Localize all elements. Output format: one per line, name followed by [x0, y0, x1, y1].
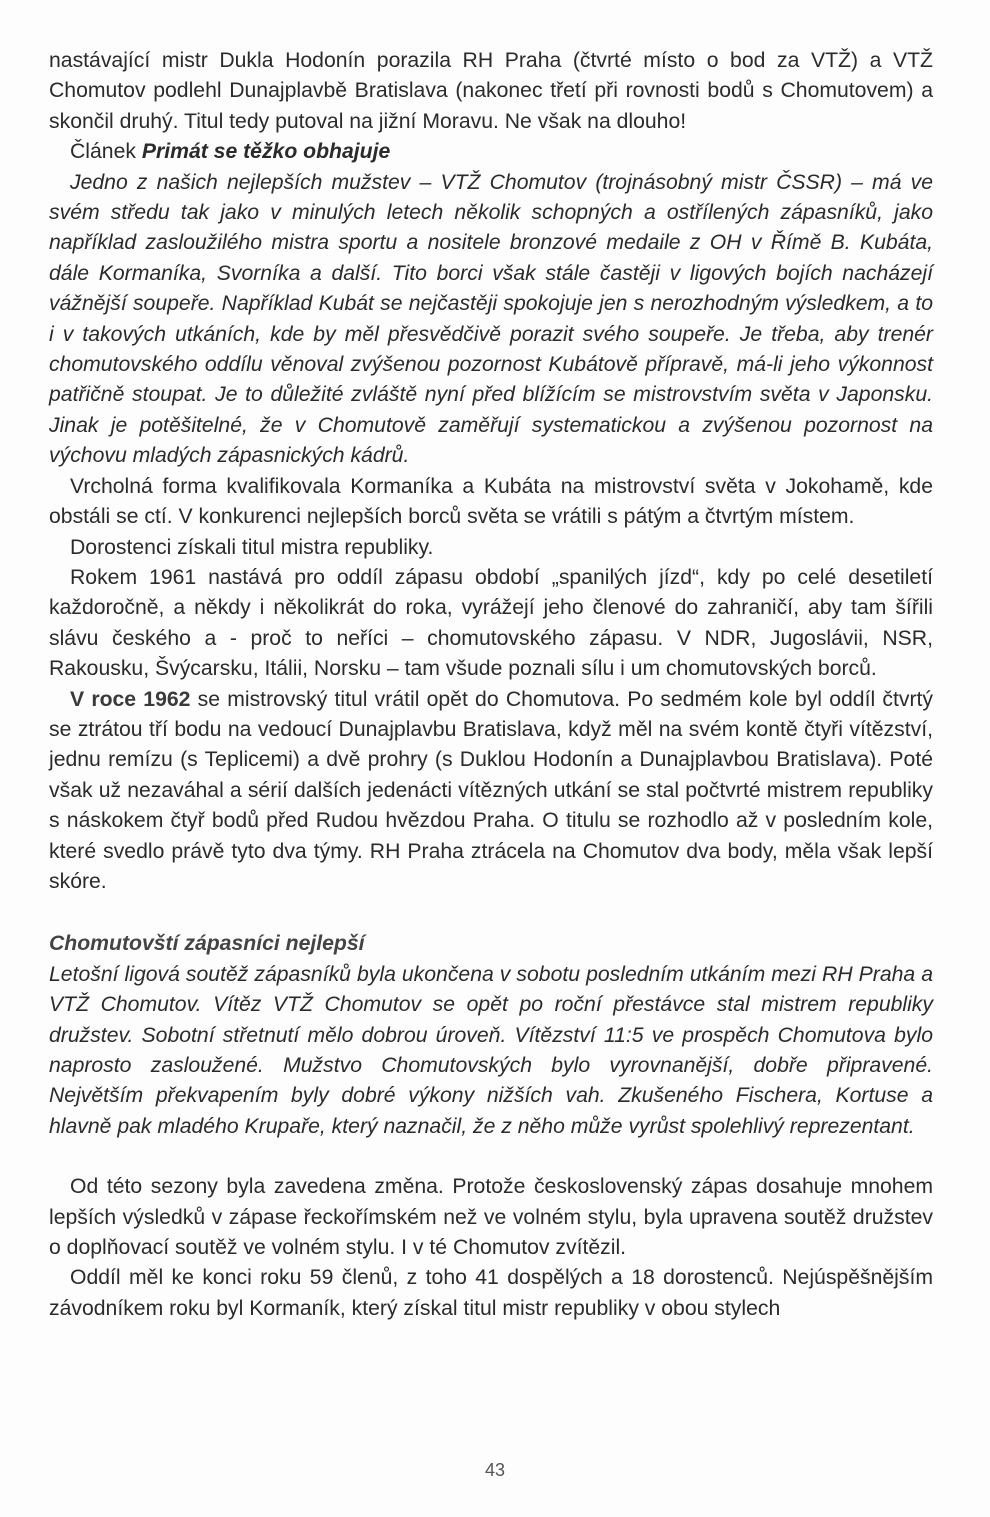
quoted-article-text: Jedno z našich nejlepších mužstev – VTŽ Chomutov (trojnásobný mistr ČSSR) – má ve svém středu tak jako v minulých letech několik schopných a ostřílených zápasníků, jako například zasloužilého mistra sportu a nositele bronzové medaile z OH v Římě B. Kubáta, dále Kormaníka, Svorníka a další. Tito borci však stále častěji v ligových bojích nacházejí vážnější soupeře. Například Kubát se nejčastěji spokojuje jen s nerozhodným výsledkem, a to i v takových utkáních, kde by měl přesvědčivě porazit svého soupeře. Je třeba, aby trenér chomutovského oddílu věnoval zvýšenou pozornost Kubátově přípravě, má-li jeho výkonnost patřičně stoupat. Je to důležité zvláště nyní před blížícím se mistrovstvím světa v Japonsku. Jinak je potěšitelné, že v Chomutově zaměřují systematickou a zvýšenou pozornost na výchovu mladých zápasnických kádrů. — [49, 170, 933, 468]
paragraph-freestyle: Od této sezony byla zavedena změna. Protože československý zápas dosahuje mnohem lepších výsledků v zápase řeckořímském než ve volném stylu, byla upravena soutěž družstev o doplňovací soutěž ve volném stylu. I v té Chomutov zvítězil. — [49, 1175, 933, 1260]
year-1962-lead: V roce 1962 — [70, 687, 191, 711]
spacer — [49, 1142, 933, 1172]
paragraph-1962 — [49, 685, 933, 898]
article-title: Primát se těžko obhajuje — [141, 140, 391, 164]
page-number: 43 — [484, 1460, 506, 1480]
spacer — [49, 897, 933, 929]
paragraph-1: nastávající mistr Dukla Hodonín porazila RH Praha (čtvrté místo o bod za VTŽ) a VTŽ Chomutov podlehl Dunajplavbě Bratislava (nakonec třetí při rovnosti bodů s Chomutovem) a skončil druhý. Titul tedy putoval na jižní Moravu. Ne však na dlouho! — [49, 49, 933, 133]
section-heading: Chomutovští zápasníci nejlepší — [49, 932, 365, 956]
article-title-line — [49, 137, 933, 167]
article-label: Článek — [70, 140, 142, 164]
paragraph-juniors: Dorostenci získali titul mistra republiky. — [70, 535, 434, 559]
page-body — [49, 46, 933, 1324]
paragraph-1961: Rokem 1961 nastává pro oddíl zápasu období „spanilých jízd“, kdy po celé desetiletí každoročně, a někdy i několikrát do roka, vyrážejí jeho členové do zahraničí, aby tam šířili slávu českého a - proč to neříci – chomutovského zápasu. V NDR, Jugoslávii, NSR, Rakousku, Švýcarsku, Itálii, Norsku – tam všude poznali sílu i um chomutovských borců. — [49, 565, 933, 681]
quoted-report-text: Letošní ligová soutěž zápasníků byla ukončena v sobotu posledním utkáním mezi RH Praha a VTŽ Chomutov. Vítěz VTŽ Chomutov se opět po roční přestávce stal mistrem republiky družstev. Sobotní střetnutí mělo dobrou úroveň. Vítězství 11:5 ve prospěch Chomutova bylo naprosto zasloužené. Mužstvo Chomutovských bylo vyrovnanější, dobře připravené. Největším překvapením byly dobré výkony nižších vah. Zkušeného Fischera, Kortuse a hlavně pak mladého Krupaře, který naznačil, že z něho může vyrůst spolehlivý reprezentant. — [49, 962, 933, 1138]
paragraph-world-championship: Vrcholná forma kvalifikovala Kormaníka a Kubáta na mistrovství světa v Jokohamě, kde obstáli se ctí. V konkurenci nejlepších borců světa se vrátili s pátým a čtvrtým místem. — [49, 474, 933, 529]
paragraph-1962-text: se mistrovský titul vrátil opět do Chomutova. Po sedmém kole byl oddíl čtvrtý se ztrátou tří bodu na vedoucí Dunajplavbu Bratislava, když měl na svém kontě čtyři vítězství, jednu remízu (s Teplicemi) a dvě prohry (s Duklou Hodonín a Dunajplavbou Bratislava). Poté však už nezaváhal a sérií dalších jedenácti vítězných utkání se stal počtvrté mistrem republiky s náskokem čtyř bodů před Rudou hvězdou Praha. O titulu se rozhodlo až v posledním kole, které svedlo právě tyto dva týmy. RH Praha ztrácela na Chomutov dva body, měla však lepší skóre. — [49, 687, 933, 893]
paragraph-members: Oddíl měl ke konci roku 59 členů, z toho 41 dospělých a 18 dorostenců. Nejúspěšnějším závodníkem roku byl Kormaník, který získal titul mistr republiky v obou stylech — [49, 1266, 933, 1320]
